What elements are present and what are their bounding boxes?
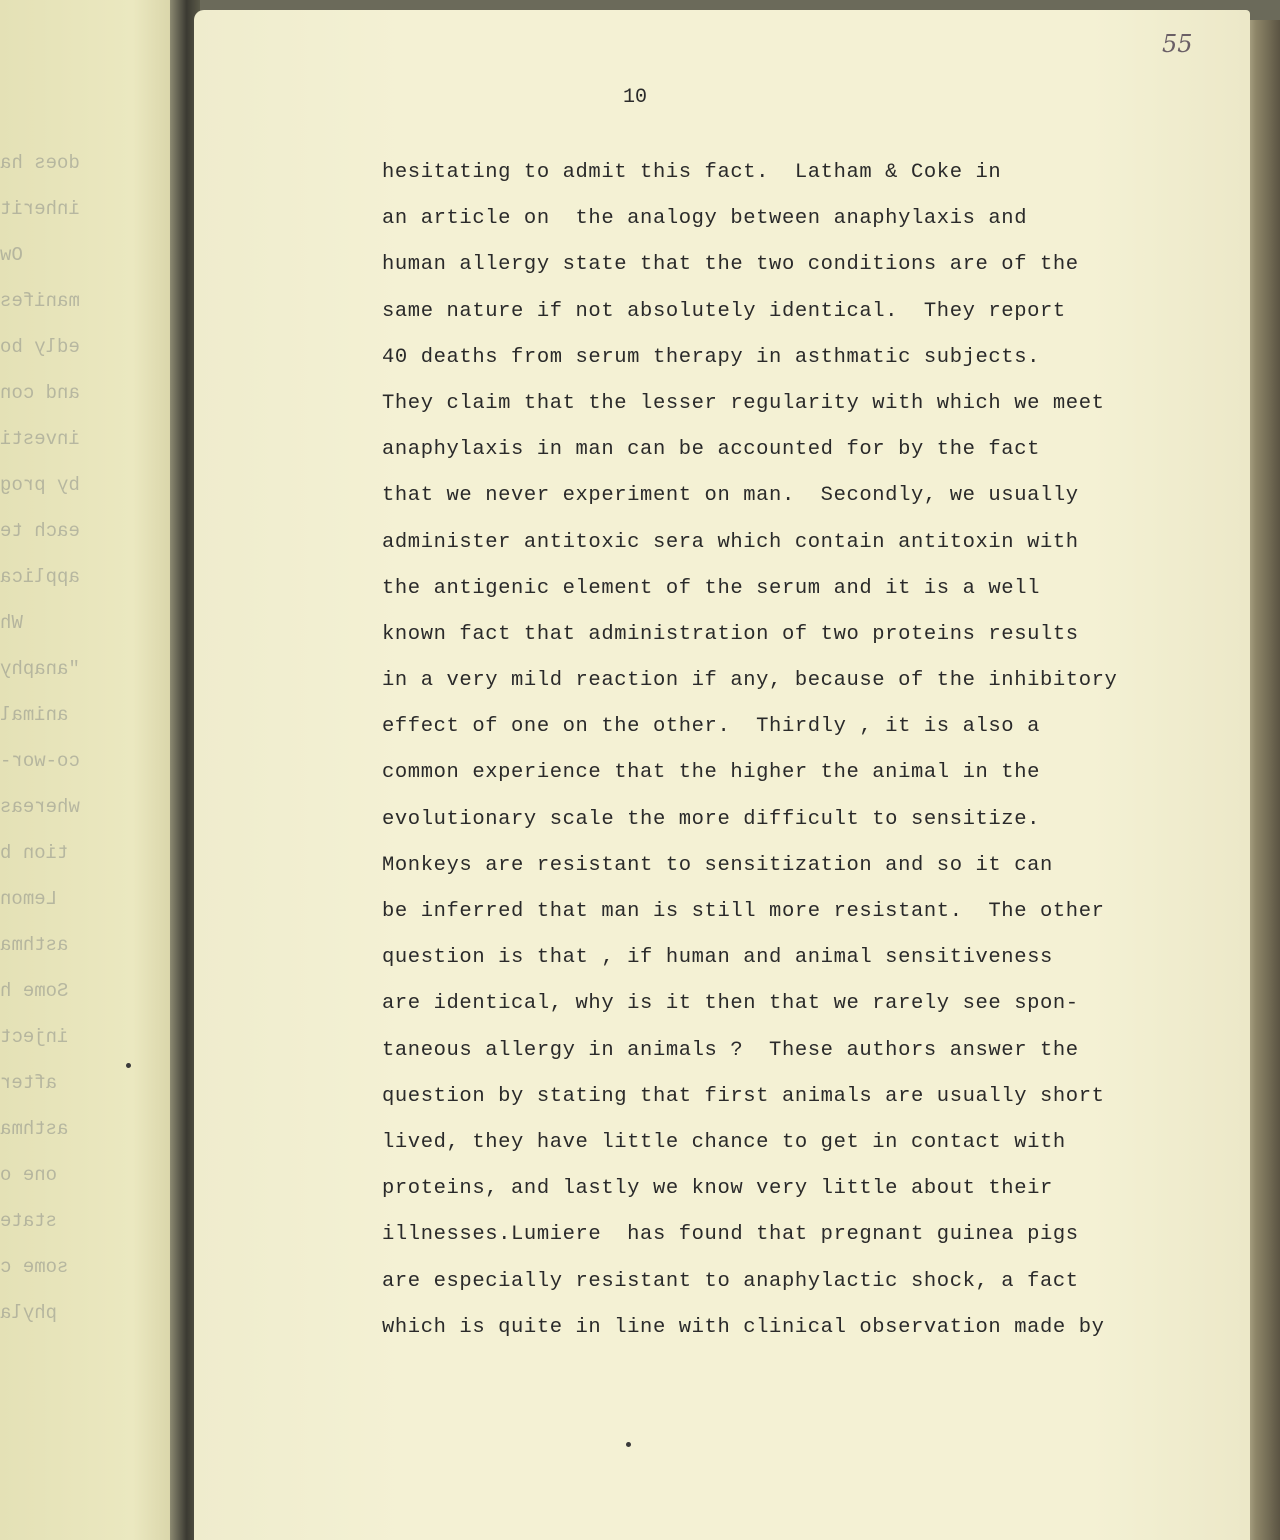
page-number (0, 86, 1280, 109)
folio-number: 55 (1162, 30, 1193, 58)
text-line: are identical, why is it then that we rarely see spon- (382, 992, 1079, 1016)
text-line: They claim that the lesser regularity with which we meet (382, 391, 1105, 415)
show-through-line: animal (0, 704, 69, 726)
ink-speck (126, 1063, 131, 1068)
show-through-line: some c (0, 1256, 69, 1278)
text-line: Monkeys are resistant to sensitization and so it can (382, 853, 1053, 877)
show-through-line: after (0, 1072, 58, 1094)
show-through-line: tion b (0, 842, 69, 864)
text-line: be inferred that man is still more resistant. The other (382, 900, 1105, 923)
text-line: are especially resistant to anaphylactic shock, a fact (382, 1269, 1079, 1293)
show-through-line: inject (0, 1026, 69, 1048)
facing-page-show-through-text (0, 140, 130, 1336)
text-line: anaphylaxis in man can be accounted for by the fact (382, 438, 1041, 462)
show-through-line: applica (0, 566, 80, 588)
page-number-text: 10 (622, 86, 647, 109)
show-through-line: Some h (0, 980, 69, 1002)
ink-speck (626, 1442, 631, 1447)
show-through-line: phyla (0, 1302, 58, 1324)
show-through-line: and con (0, 382, 80, 404)
typed-body-text (382, 150, 1242, 1351)
text-line: proteins, and lastly we know very little about their (382, 1177, 1053, 1201)
text-line: question by stating that first animals are usually short (382, 1084, 1105, 1108)
show-through-line: asthma (0, 934, 69, 956)
show-through-line: edly bo (0, 336, 80, 358)
text-line: question is that , if human and animal sensitiveness (382, 946, 1053, 970)
show-through-line: manifes (0, 290, 80, 312)
show-through-line: state (0, 1210, 58, 1232)
text-line: common experience that the higher the animal in the (382, 761, 1041, 785)
text-line: evolutionary scale the more difficult to sensitize. (382, 807, 1041, 831)
show-through-line: each te (0, 520, 80, 542)
text-line: 40 deaths from serum therapy in asthmatic subjects. (382, 345, 1041, 369)
text-line: hesitating to admit this fact. Latham & Coke in (382, 161, 1002, 184)
text-line: the antigenic element of the serum and it is a well (382, 576, 1041, 600)
show-through-line: inherit (0, 198, 80, 220)
show-through-line: Wh (0, 612, 23, 634)
show-through-line: Lemon (0, 888, 58, 910)
text-line: lived, they have little chance to get in contact with (382, 1130, 1066, 1154)
text-line: effect of one on the other. Thirdly , it is also a (382, 715, 1041, 739)
text-line: administer antitoxic sera which contain antitoxin with (382, 530, 1079, 554)
text-line: which is quite in line with clinical observation made by (382, 1315, 1105, 1339)
show-through-line: asthma (0, 1118, 69, 1140)
text-line: taneous allergy in animals ? These authors answer the (382, 1038, 1079, 1062)
facing-page (0, 0, 190, 1540)
show-through-line: investi (0, 428, 80, 450)
text-line: in a very mild reaction if any, because of the inhibitory (382, 669, 1118, 693)
show-through-line: co-wor- (0, 750, 80, 772)
show-through-line: does ha (0, 152, 80, 174)
show-through-line: whereas (0, 796, 80, 818)
show-through-line: "anaphy (0, 658, 80, 680)
text-line: that we never experiment on man. Secondly, we usually (382, 484, 1079, 508)
show-through-line: one o (0, 1164, 58, 1186)
text-line: an article on the analogy between anaphylaxis and (382, 207, 1028, 231)
text-line: human allergy state that the two conditions are of the (382, 253, 1079, 277)
show-through-line: by prog (0, 474, 80, 496)
text-line: illnesses.Lumiere has found that pregnant guinea pigs (382, 1223, 1079, 1247)
text-line: known fact that administration of two proteins results (382, 622, 1079, 646)
text-line: same nature if not absolutely identical. They report (382, 299, 1066, 323)
show-through-line: Ow (0, 244, 23, 266)
